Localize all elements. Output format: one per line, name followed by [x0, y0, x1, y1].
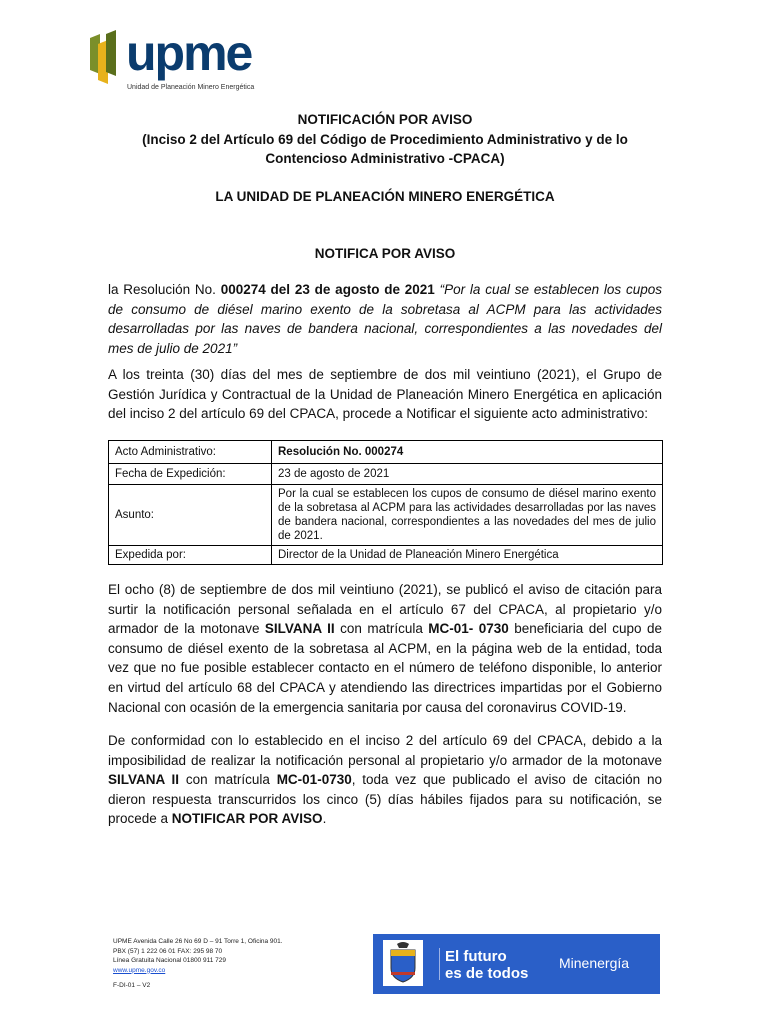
label-fecha: Fecha de Expedición:	[109, 464, 272, 485]
footer-code: F-DI-01 – V2	[113, 982, 151, 989]
banner-slogan	[445, 948, 528, 982]
conclusion-paragraph	[108, 731, 662, 829]
table-row	[109, 464, 663, 485]
footer-pbx: PBX (57) 1 222 06 01 FAX: 295 98 70	[113, 947, 223, 955]
p4-text: .	[322, 811, 327, 827]
p4-text: , toda vez que publicado el aviso de citación no dieron respuesta transcurridos los cinco (5) días hábiles fijados para su notificación, se procede a	[108, 772, 662, 827]
acto-table	[108, 440, 663, 565]
doc-subtitle-line2: Contencioso Administrativo -CPACA)	[265, 151, 505, 166]
resolution-subject: “Por la cual se establecen los cupos de consumo de diésel marino exento de la sobretasa al ACPM para las actividades desarrolladas por las naves de bandera nacional, correspondientes a las novedades del mes de julio de 2021”	[108, 282, 662, 356]
value-asunto: Por la cual se establecen los cupos de consumo de diésel marino exento de la sobretasa al ACPM para las actividades desarrolladas por las naves de bandera nacional, correspondientes a las novedades del mes de julio de 2021.	[272, 485, 663, 546]
vessel-name: SILVANA II	[264, 621, 335, 637]
resolution-paragraph	[108, 280, 662, 358]
p3-text: con matrícula	[334, 621, 429, 637]
value-fecha: 23 de agosto de 2021	[272, 464, 663, 485]
vessel-name: SILVANA II	[108, 772, 180, 788]
p4-text: De conformidad con lo establecido en el inciso 2 del artículo 69 del CPACA, debido a la imposibilidad de realizar la notificación personal al propietario y/o armador de la motonave	[108, 733, 662, 768]
vessel-registration: MC-01- 0730	[428, 621, 509, 637]
table-row	[109, 485, 663, 546]
ministry-name: Minenergía	[559, 955, 630, 971]
label-asunto: Asunto:	[109, 485, 272, 546]
label-acto: Acto Administrativo:	[109, 441, 272, 464]
footer-contact	[113, 937, 283, 975]
footer-linea: Línea Gratuita Nacional 01800 911 729	[113, 957, 226, 964]
notifica-heading: NOTIFICA POR AVISO	[314, 246, 456, 261]
colombia-coat-of-arms-icon	[383, 940, 423, 986]
doc-subtitle-line1: (Inciso 2 del Artículo 69 del Código de Procedimiento Administrativo y de lo	[142, 132, 628, 147]
slogan-line1: El futuro	[445, 948, 507, 965]
citation-paragraph	[108, 580, 662, 717]
p4-text: con matrícula	[179, 772, 277, 788]
notify-action: NOTIFICAR POR AVISO	[171, 811, 323, 827]
logo-subtitle: Unidad de Planeación Minero Energética	[127, 84, 255, 91]
p1-text: la Resolución No.	[108, 282, 221, 297]
banner-divider	[439, 948, 440, 980]
vessel-registration: MC-01-0730	[276, 772, 352, 788]
table-row	[109, 441, 663, 464]
footer-web-link[interactable]: www.upme.gov.co	[113, 966, 166, 974]
upme-logo-text: upme	[126, 25, 252, 81]
label-expedida: Expedida por:	[109, 546, 272, 565]
value-expedida: Director de la Unidad de Planeación Minero Energética	[272, 546, 663, 565]
resolution-ref: 000274 del 23 de agosto de 2021	[220, 282, 435, 297]
government-banner	[373, 934, 660, 994]
doc-title: NOTIFICACIÓN POR AVISO	[297, 112, 473, 127]
p3-text: El ocho (8) de septiembre de dos mil veintiuno (2021), se publicó el aviso de citación para surtir la notificación personal señalada en el artículo 67 del CPACA, al propietario y/o armador de la motonave	[108, 582, 662, 637]
value-acto: Resolución No. 000274	[272, 441, 663, 464]
entity-heading: LA UNIDAD DE PLANEACIÓN MINERO ENERGÉTICA	[215, 189, 555, 204]
table-row	[109, 546, 663, 565]
p3-text: beneficiaria del cupo de consumo de diésel exento de la sobretasa al ACPM, en la página web de la entidad, toda vez que no fue posible establecer contacto en el número de teléfono disponible, lo anterior en virtud del artículo 68 del CPACA y atendiendo las directrices impartidas por el Gobierno Nacional con ocasión de la emergencia sanitaria por causa del coronavirus COVID-19.	[108, 621, 662, 715]
slogan-line2: es de todos	[445, 965, 529, 982]
footer-address: UPME Avenida Calle 26 No 69 D – 91 Torre 1, Oficina 901.	[113, 938, 283, 945]
intro-paragraph: A los treinta (30) días del mes de septiembre de dos mil veintiuno (2021), el Grupo de Gestión Jurídica y Contractual de la Unidad de Planeación Minero Energética en aplicación del inciso 2 del artículo 69 del CPACA, procede a Notificar el siguiente acto administrativo:	[108, 367, 662, 422]
upme-logo-icon	[86, 30, 122, 88]
